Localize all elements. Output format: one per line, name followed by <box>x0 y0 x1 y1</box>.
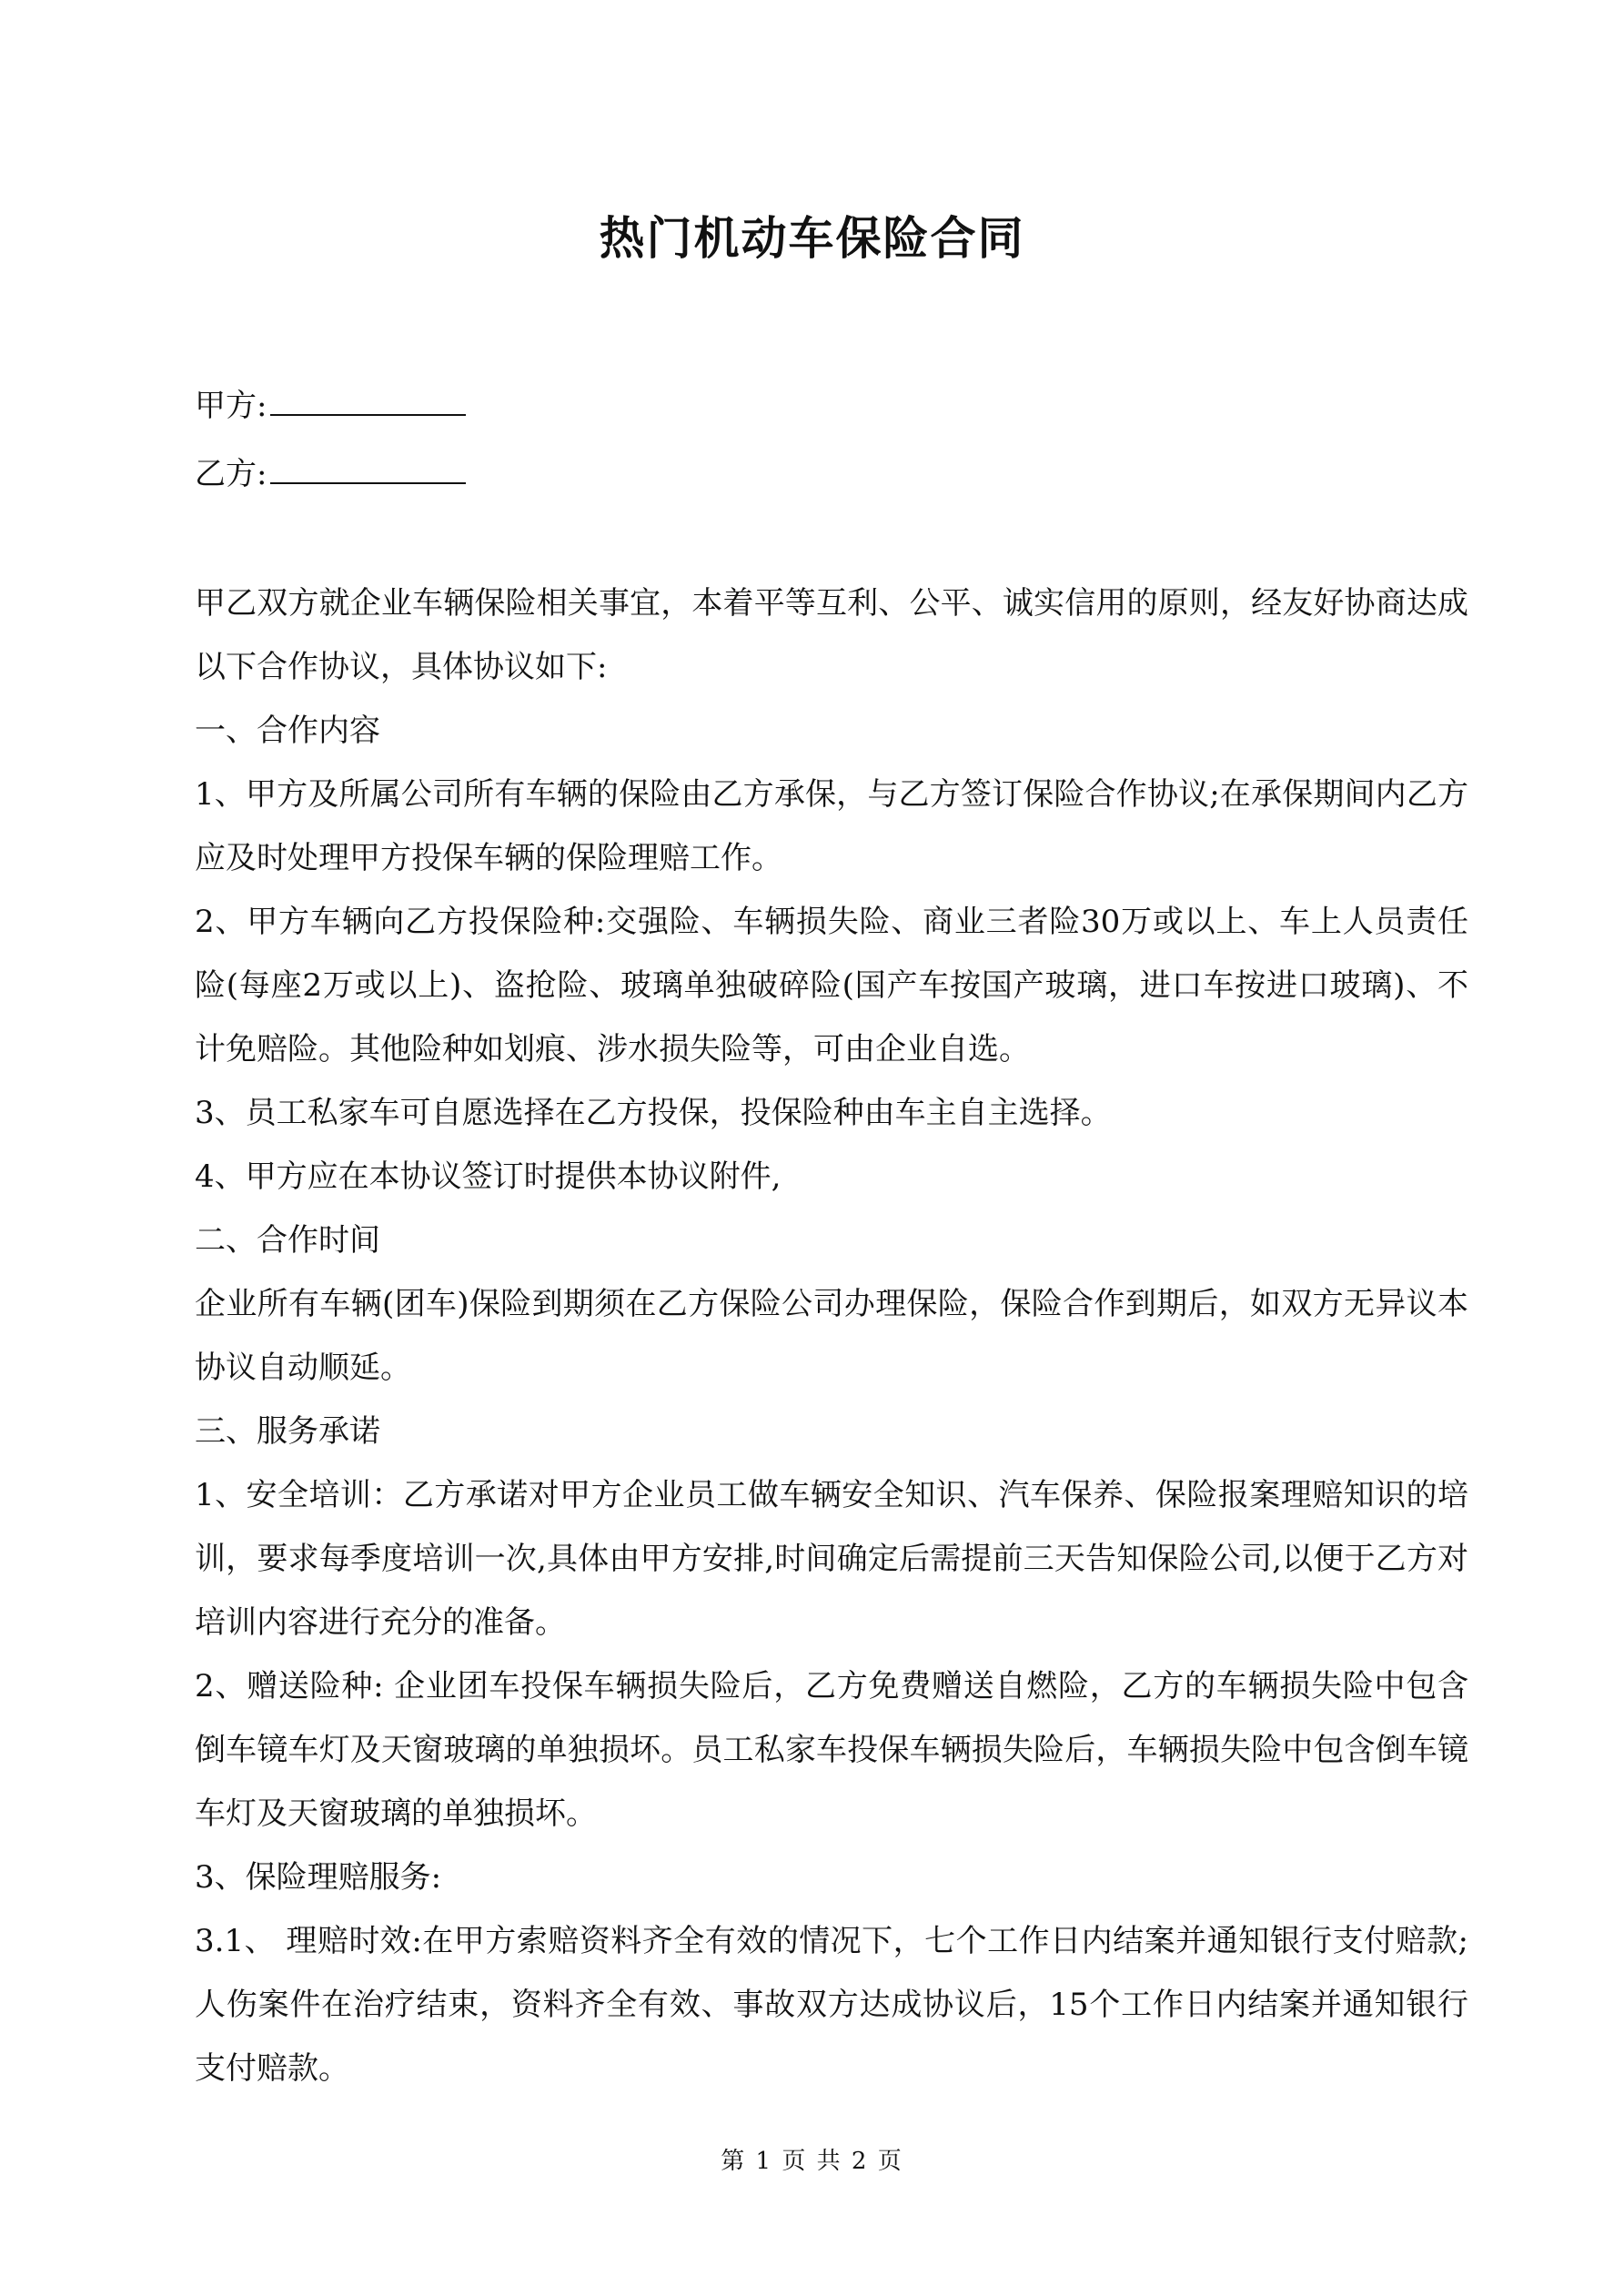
party-b-blank <box>270 455 466 484</box>
intro-paragraph: 甲乙双方就企业车辆保险相关事宜，本着平等互利、公平、诚实信用的原则，经友好协商达成以下合作协议，具体协议如下: <box>195 585 1468 685</box>
service-clause-3: 3、保险理赔服务: <box>195 1859 442 1896</box>
section-heading-service: 三、服务承诺 <box>195 1413 380 1450</box>
party-a-blank <box>270 387 466 416</box>
party-b-label: 乙方: <box>195 456 267 492</box>
clause-2: 2、甲方车辆向乙方投保险种:交强险、车辆损失险、商业三者险30万或以上、车上人员责任险(每座2万或以上)、盗抢险、玻璃单独破碎险(国产车按国产玻璃，进口车按进口玻璃)、不计免赔险。其他险种如划痕、涉水损失险等，可由企业自选。 <box>195 904 1468 1067</box>
time-paragraph: 企业所有车辆(团车)保险到期须在乙方保险公司办理保险，保险合作到期后，如双方无异议本协议自动顺延。 <box>195 1286 1468 1386</box>
service-clause-1: 1、安全培训：乙方承诺对甲方企业员工做车辆安全知识、汽车保养、保险报案理赔知识的培训，要求每季度培训一次,具体由甲方安排,时间确定后需提前三天告知保险公司,以便于乙方对培训内容进行充分的准备。 <box>195 1477 1468 1641</box>
document-body <box>195 571 1468 2100</box>
service-clause-2: 2、赠送险种: 企业团车投保车辆损失险后，乙方免费赠送自燃险，乙方的车辆损失险中包含倒车镜车灯及天窗玻璃的单独损坏。员工私家车投保车辆损失险后，车辆损失险中包含倒车镜车灯及天窗玻璃的单独损坏。 <box>195 1668 1468 1832</box>
clause-1: 1、甲方及所属公司所有车辆的保险由乙方承保，与乙方签订保险合作协议;在承保期间内乙方应及时处理甲方投保车辆的保险理赔工作。 <box>195 776 1468 876</box>
document-title: 热门机动车保险合同 <box>599 212 1025 265</box>
section-heading-cooperation: 一、合作内容 <box>195 713 380 749</box>
service-clause-3-1: 3.1、 理赔时效:在甲方索赔资料齐全有效的情况下，七个工作日内结案并通知银行支付赔款;人伤案件在治疗结束，资料齐全有效、事故双方达成协议后，15个工作日内结案并通知银行支付赔款。 <box>195 1923 1468 2087</box>
party-a-line <box>195 387 466 424</box>
page-footer: 第 1 页 共 2 页 <box>721 2148 903 2175</box>
clause-4: 4、甲方应在本协议签订时提供本协议附件, <box>195 1158 782 1195</box>
clause-3: 3、员工私家车可自愿选择在乙方投保，投保险种由车主自主选择。 <box>195 1095 1112 1131</box>
section-heading-time: 二、合作时间 <box>195 1222 380 1259</box>
party-b-line <box>195 455 466 492</box>
party-a-label: 甲方: <box>195 388 267 424</box>
